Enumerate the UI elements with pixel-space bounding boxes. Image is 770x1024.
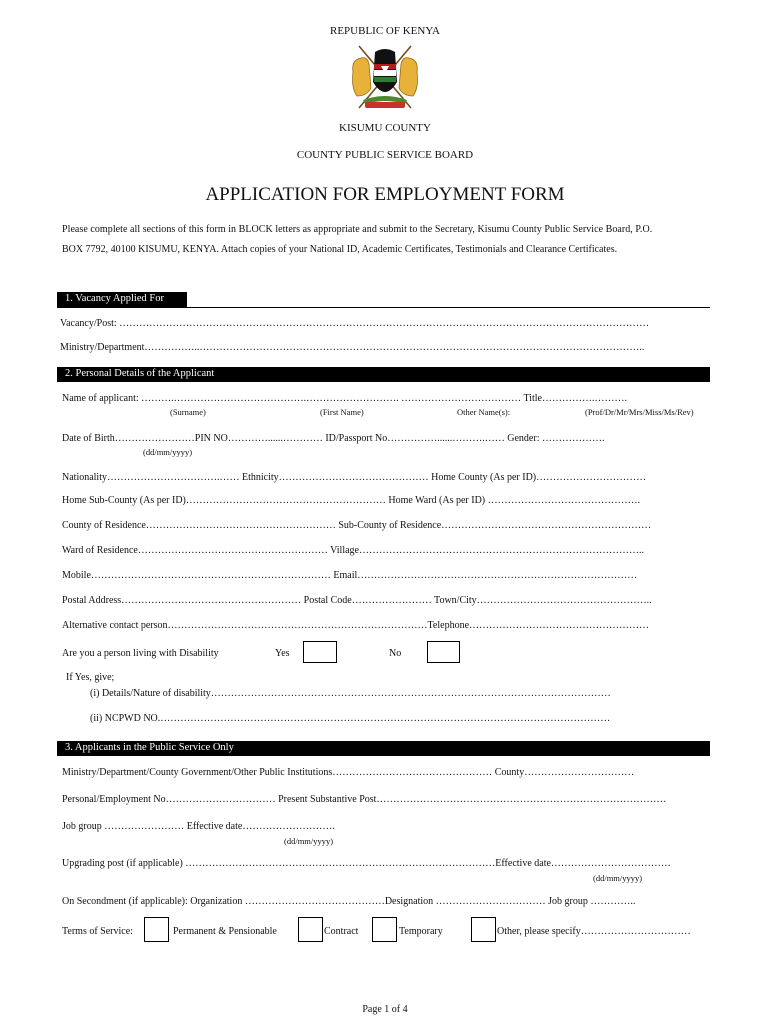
instructions-line-2: BOX 7792, 40100 KISUMU, KENYA. Attach copies of your National ID, Academic Certificates, Testimonials and Clearance Certificates. bbox=[62, 244, 618, 255]
terms-of-service-label: Terms of Service: bbox=[62, 926, 133, 937]
terms-other-field[interactable]: Other, please specify…………………………… bbox=[497, 926, 691, 937]
terms-permanent-checkbox[interactable] bbox=[144, 917, 169, 942]
section-2-heading: 2. Personal Details of the Applicant bbox=[65, 368, 215, 379]
mobile-email-field[interactable]: Mobile……………………………………………………………… Email………………………………………………………………………… bbox=[62, 570, 638, 581]
ministry-department-field[interactable]: Ministry/Department……………..…………………………………………………………………………………………………………………….. bbox=[60, 342, 645, 353]
caption-upgrading-date: (dd/mm/yyyy) bbox=[593, 873, 643, 883]
alternative-contact-field[interactable]: Alternative contact person……………………………………………………………………Telephone……………………………………………… bbox=[62, 620, 650, 631]
disability-no-checkbox[interactable] bbox=[427, 641, 460, 663]
terms-contract-checkbox[interactable] bbox=[298, 917, 323, 942]
instructions-line-1: Please complete all sections of this form in BLOCK letters as appropriate and submit to the Secretary, Kisumu County Public Service Board, P.O. bbox=[62, 224, 653, 235]
residence-field[interactable]: County of Residence………………………………………………… Sub-County of Residence……………………………………………………… bbox=[62, 520, 652, 531]
job-group-field[interactable]: Job group …………………… Effective date………………………. bbox=[62, 821, 335, 832]
disability-question: Are you a person living with Disability bbox=[62, 648, 219, 659]
applicant-name-field[interactable]: Name of applicant: ……….………………………………….………………………. ……………………………… Title…………….………. bbox=[62, 393, 627, 404]
nationality-ethnicity-county-field[interactable]: Nationality…………………………….…… Ethnicity……………………………………… Home County (As per ID)…………………………… bbox=[62, 472, 647, 483]
disability-no-label: No bbox=[389, 648, 402, 659]
form-title: APPLICATION FOR EMPLOYMENT FORM bbox=[205, 184, 565, 205]
terms-temporary-checkbox[interactable] bbox=[372, 917, 397, 942]
section-1-rule bbox=[57, 307, 710, 308]
public-institution-field[interactable]: Ministry/Department/County Government/Other Public Institutions………………………………………… County…………………………… bbox=[62, 767, 635, 778]
county-heading: KISUMU COUNTY bbox=[339, 122, 431, 134]
caption-surname: (Surname) bbox=[170, 407, 206, 417]
terms-permanent-label: Permanent & Pensionable bbox=[173, 926, 277, 937]
postal-address-field[interactable]: Postal Address……………………………………………… Postal Code…………………… Town/City…………………………………………….. bbox=[62, 595, 652, 606]
caption-title-options: (Prof/Dr/Mr/Mrs/Miss/Ms/Rev) bbox=[585, 407, 694, 417]
upgrading-post-field[interactable]: Upgrading post (if applicable) …………………………………………………………………………………Effective date……………………………… bbox=[62, 858, 671, 869]
ward-village-field[interactable]: Ward of Residence………………………………………………… Village………………………………………………………………………….. bbox=[62, 545, 644, 556]
section-3-heading: 3. Applicants in the Public Service Only bbox=[65, 742, 234, 753]
ncpwd-number-field[interactable]: (ii) NCPWD NO.……………………………………………………………………………………………………………………… bbox=[90, 713, 611, 724]
caption-other-names: Other Name(s): bbox=[457, 407, 511, 417]
section-3-bar bbox=[57, 741, 710, 756]
coat-of-arms-emblem bbox=[345, 42, 425, 112]
section-1-heading: 1. Vacancy Applied For bbox=[65, 293, 164, 304]
if-yes-label: If Yes, give; bbox=[66, 672, 115, 683]
personal-number-field[interactable]: Personal/Employment No…………………………… Present Substantive Post…………………………………………………………………………… bbox=[62, 794, 667, 805]
home-subcounty-ward-field[interactable]: Home Sub-County (As per ID)…………………………………………………… Home Ward (As per ID) ………………………………………. bbox=[62, 495, 641, 506]
vacancy-post-field[interactable]: Vacancy/Post: …………………………………………………………………………………………………………………………………………… bbox=[60, 318, 650, 329]
caption-first-name: (First Name) bbox=[320, 407, 364, 417]
caption-dob-format: (dd/mm/yyyy) bbox=[143, 447, 193, 457]
terms-contract-label: Contract bbox=[324, 926, 359, 937]
republic-heading: REPUBLIC OF KENYA bbox=[329, 25, 440, 37]
disability-details-field[interactable]: (i) Details/Nature of disability………………………………………………………………………………………………………… bbox=[90, 688, 611, 699]
dob-pin-id-gender-field[interactable]: Date of Birth……………………PIN NO…………......………… ID/Passport No……………......……….…… Gender: ………………. bbox=[62, 433, 605, 444]
secondment-field[interactable]: On Secondment (if applicable): Organization ……………………………………Designation …………………………… Job group ………….. bbox=[62, 896, 636, 907]
board-heading: COUNTY PUBLIC SERVICE BOARD bbox=[296, 149, 474, 161]
disability-yes-label: Yes bbox=[275, 648, 290, 659]
disability-yes-checkbox[interactable] bbox=[303, 641, 337, 663]
section-1-bar bbox=[57, 292, 187, 307]
terms-temporary-label: Temporary bbox=[399, 926, 443, 937]
caption-job-group-date: (dd/mm/yyyy) bbox=[284, 836, 334, 846]
page-number: Page 1 of 4 bbox=[362, 1004, 408, 1015]
terms-other-checkbox[interactable] bbox=[471, 917, 496, 942]
section-2-bar bbox=[57, 367, 710, 382]
